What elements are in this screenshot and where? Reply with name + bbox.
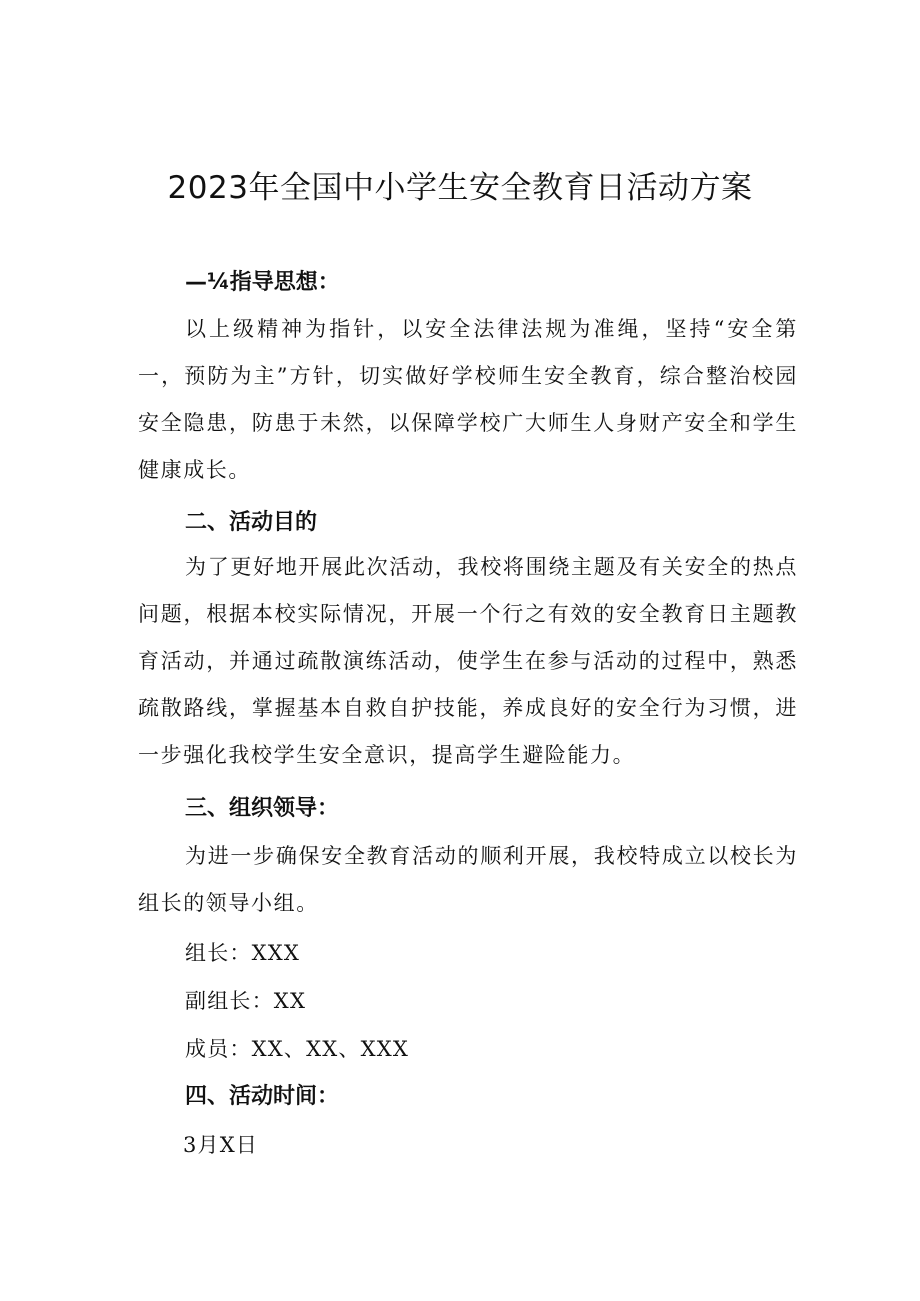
section-heading-organization: 三、组织领导：: [185, 796, 340, 821]
section-paragraph-guiding-ideology: 以上级精神为指针，以安全法律法规为准绳，坚持“安全第一，预防为主”方针，切实做好学校师生安全教育，综合整治校园安全隐患，防患于未然，以保障学校广大师生人身财产安全和学生健康成长。: [138, 317, 798, 482]
team-members: 成员：XX、XX、XXX: [185, 1037, 410, 1061]
section-heading-guiding-ideology: —¼指导思想：: [185, 270, 340, 295]
section-heading-activity-purpose: 二、活动目的: [185, 510, 318, 535]
activity-date: 3月X日: [183, 1133, 259, 1157]
section-heading-activity-time: 四、活动时间：: [185, 1084, 340, 1109]
section-paragraph-activity-purpose: 为了更好地开展此次活动，我校将围绕主题及有关安全的热点问题，根据本校实际情况，开展一个行之有效的安全教育日主题教育活动，并通过疏散演练活动，使学生在参与活动的过程中，熟悉疏散路线，掌握基本自救自护技能，养成良好的安全行为习惯，进一步强化我校学生安全意识，提高学生避险能力。: [138, 555, 798, 767]
team-leader: 组长：XXX: [185, 941, 301, 965]
document-title: 2023年全国中小学生安全教育日活动方案: [167, 170, 753, 206]
team-deputy-leader: 副组长：XX: [185, 989, 307, 1013]
section-paragraph-organization: 为进一步确保安全教育活动的顺利开展，我校特成立以校长为组长的领导小组。: [138, 844, 798, 915]
